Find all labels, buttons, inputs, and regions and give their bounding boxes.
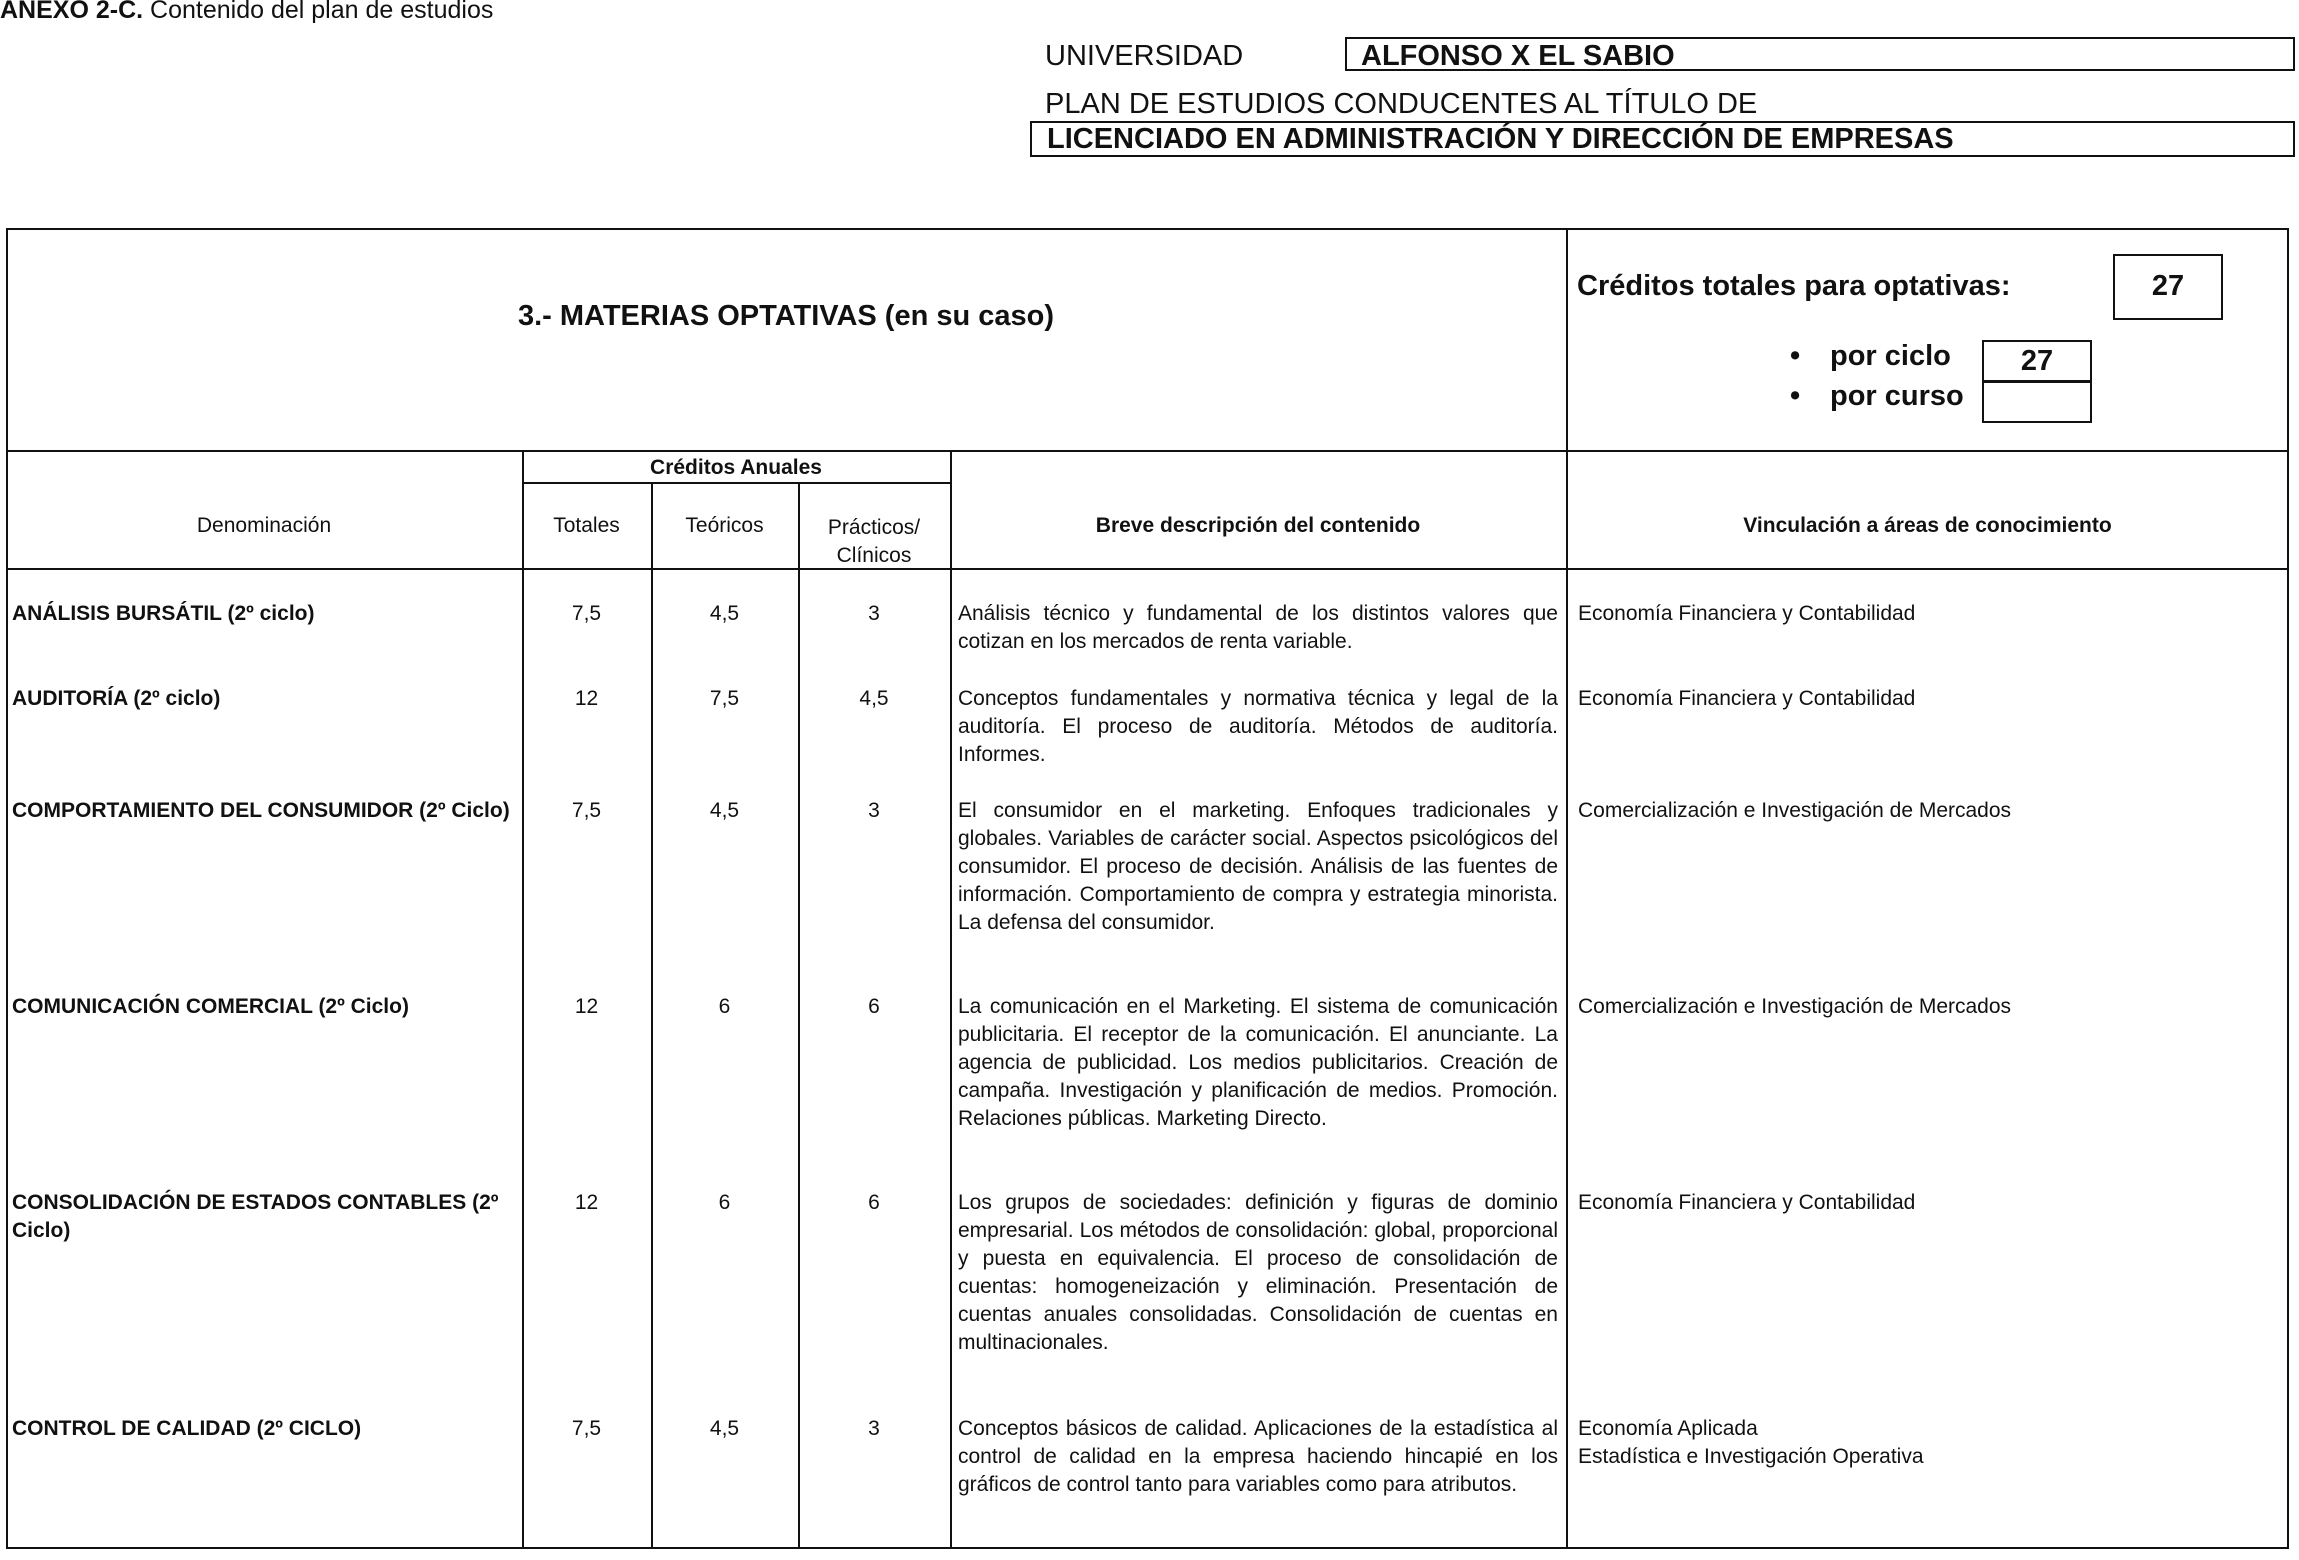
degree-title: LICENCIADO EN ADMINISTRACIÓN Y DIRECCIÓN DE EMPRESAS [1030, 121, 2295, 157]
row-name: CONTROL DE CALIDAD (2º CICLO) [12, 1417, 362, 1440]
row-descripcion: Los grupos de sociedades: definición y figuras de dominio empresarial. Los métodos de consolidación: global, proporcional y puesta en equivalencia. El proceso de consolidación de cuentas: homogeneización y eliminación. Presentación de cuentas anuales consolidadas. Consolidación de cuentas en multinacionales. [958, 1191, 1558, 1354]
row-totales: 7,5 [571, 602, 602, 625]
divider [1566, 228, 1568, 1549]
row-name: COMUNICACIÓN COMERCIAL (2º Ciclo) [12, 995, 409, 1018]
row-practicos: 3 [868, 799, 880, 822]
divider [950, 450, 952, 1549]
row-name: ANÁLISIS BURSÁTIL (2º ciclo) [12, 602, 315, 625]
creditos-totales-value: 27 [2113, 254, 2223, 320]
universidad-label: UNIVERSIDAD [1045, 40, 1244, 72]
divider [6, 450, 2289, 452]
header-creditos-anuales: Créditos Anuales [650, 456, 822, 479]
creditos-totales-label: Créditos totales para optativas: [1577, 270, 2011, 302]
row-descripcion: La comunicación en el Marketing. El sistema de comunicación publicitaria. El receptor de la comunicación. El anunciante. La agencia de publicidad. Los medios publicitarios. Creación de campaña. Investigación y planificación de medios. Promoción. Relaciones públicas. Marketing Directo. [958, 995, 1558, 1130]
header-vinculacion: Vinculación a áreas de conocimiento [1743, 514, 2112, 537]
row-practicos: 6 [868, 995, 880, 1018]
row-totales: 7,5 [571, 1417, 602, 1440]
row-area: Economía Financiera y Contabilidad [1578, 687, 1916, 710]
row-totales: 7,5 [571, 799, 602, 822]
row-name: COMPORTAMIENTO DEL CONSUMIDOR (2º Ciclo) [12, 799, 510, 822]
header-descripcion: Breve descripción del contenido [1095, 514, 1421, 537]
row-area: Comercialización e Investigación de Mercados [1578, 995, 2012, 1018]
row-teoricos: 4,5 [709, 602, 740, 625]
bullet-icon: • [1790, 340, 1801, 372]
row-teoricos: 6 [718, 1191, 731, 1214]
row-descripcion: El consumidor en el marketing. Enfoques tradicionales y globales. Variables de carácter social. Aspectos psicológicos del consumidor. El proceso de decisión. Análisis de las fuentes de información. Comportamiento de compra y estrategia minorista. La defensa del consumidor. [958, 799, 1558, 934]
section-title: 3.- MATERIAS OPTATIVAS (en su caso) [517, 300, 1055, 332]
row-practicos: 6 [868, 1191, 880, 1214]
por-ciclo-value: 27 [1982, 340, 2092, 383]
divider [522, 482, 950, 484]
row-totales: 12 [574, 687, 599, 710]
row-teoricos: 7,5 [709, 687, 740, 710]
row-area: Economía Financiera y Contabilidad [1578, 1191, 1916, 1214]
por-ciclo-label: • por ciclo [1790, 340, 1951, 372]
header-totales: Totales [553, 514, 620, 537]
universidad-value: ALFONSO X EL SABIO [1345, 37, 2295, 71]
row-area: Economía Aplicada Estadística e Investigación Operativa [1578, 1417, 1924, 1468]
bullet-icon: • [1790, 380, 1801, 412]
por-curso-value [1982, 380, 2092, 423]
header-practicos: Prácticos/ Clínicos [827, 516, 921, 567]
row-totales: 12 [574, 995, 599, 1018]
row-name: CONSOLIDACIÓN DE ESTADOS CONTABLES (2º Ciclo) [12, 1191, 499, 1242]
plan-line: PLAN DE ESTUDIOS CONDUCENTES AL TÍTULO DE [1045, 88, 1758, 120]
por-curso-label: • por curso [1790, 380, 1964, 412]
row-area: Economía Financiera y Contabilidad [1578, 602, 1916, 625]
row-descripcion: Conceptos básicos de calidad. Aplicaciones de la estadística al control de calidad en la empresa haciendo hincapié en los gráficos de control tanto para variables como para atributos. [958, 1417, 1558, 1496]
annex-title: ANEXO 2-C. Contenido del plan de estudios [0, 0, 494, 24]
row-teoricos: 4,5 [709, 1417, 740, 1440]
row-area: Comercialización e Investigación de Mercados [1578, 799, 2012, 822]
row-practicos: 3 [868, 1417, 880, 1440]
row-practicos: 4,5 [859, 687, 889, 710]
row-name: AUDITORÍA (2º ciclo) [12, 687, 221, 710]
row-totales: 12 [574, 1191, 599, 1214]
row-teoricos: 4,5 [709, 799, 740, 822]
row-descripcion: Análisis técnico y fundamental de los distintos valores que cotizan en los mercados de renta variable. [958, 602, 1558, 653]
header-denominacion: Denominación [196, 514, 332, 537]
row-practicos: 3 [868, 602, 880, 625]
divider [6, 568, 2289, 570]
row-teoricos: 6 [718, 995, 731, 1018]
header-teoricos: Teóricos [685, 514, 764, 537]
row-descripcion: Conceptos fundamentales y normativa técnica y legal de la auditoría. El proceso de auditoría. Métodos de auditoría. Informes. [958, 687, 1558, 766]
